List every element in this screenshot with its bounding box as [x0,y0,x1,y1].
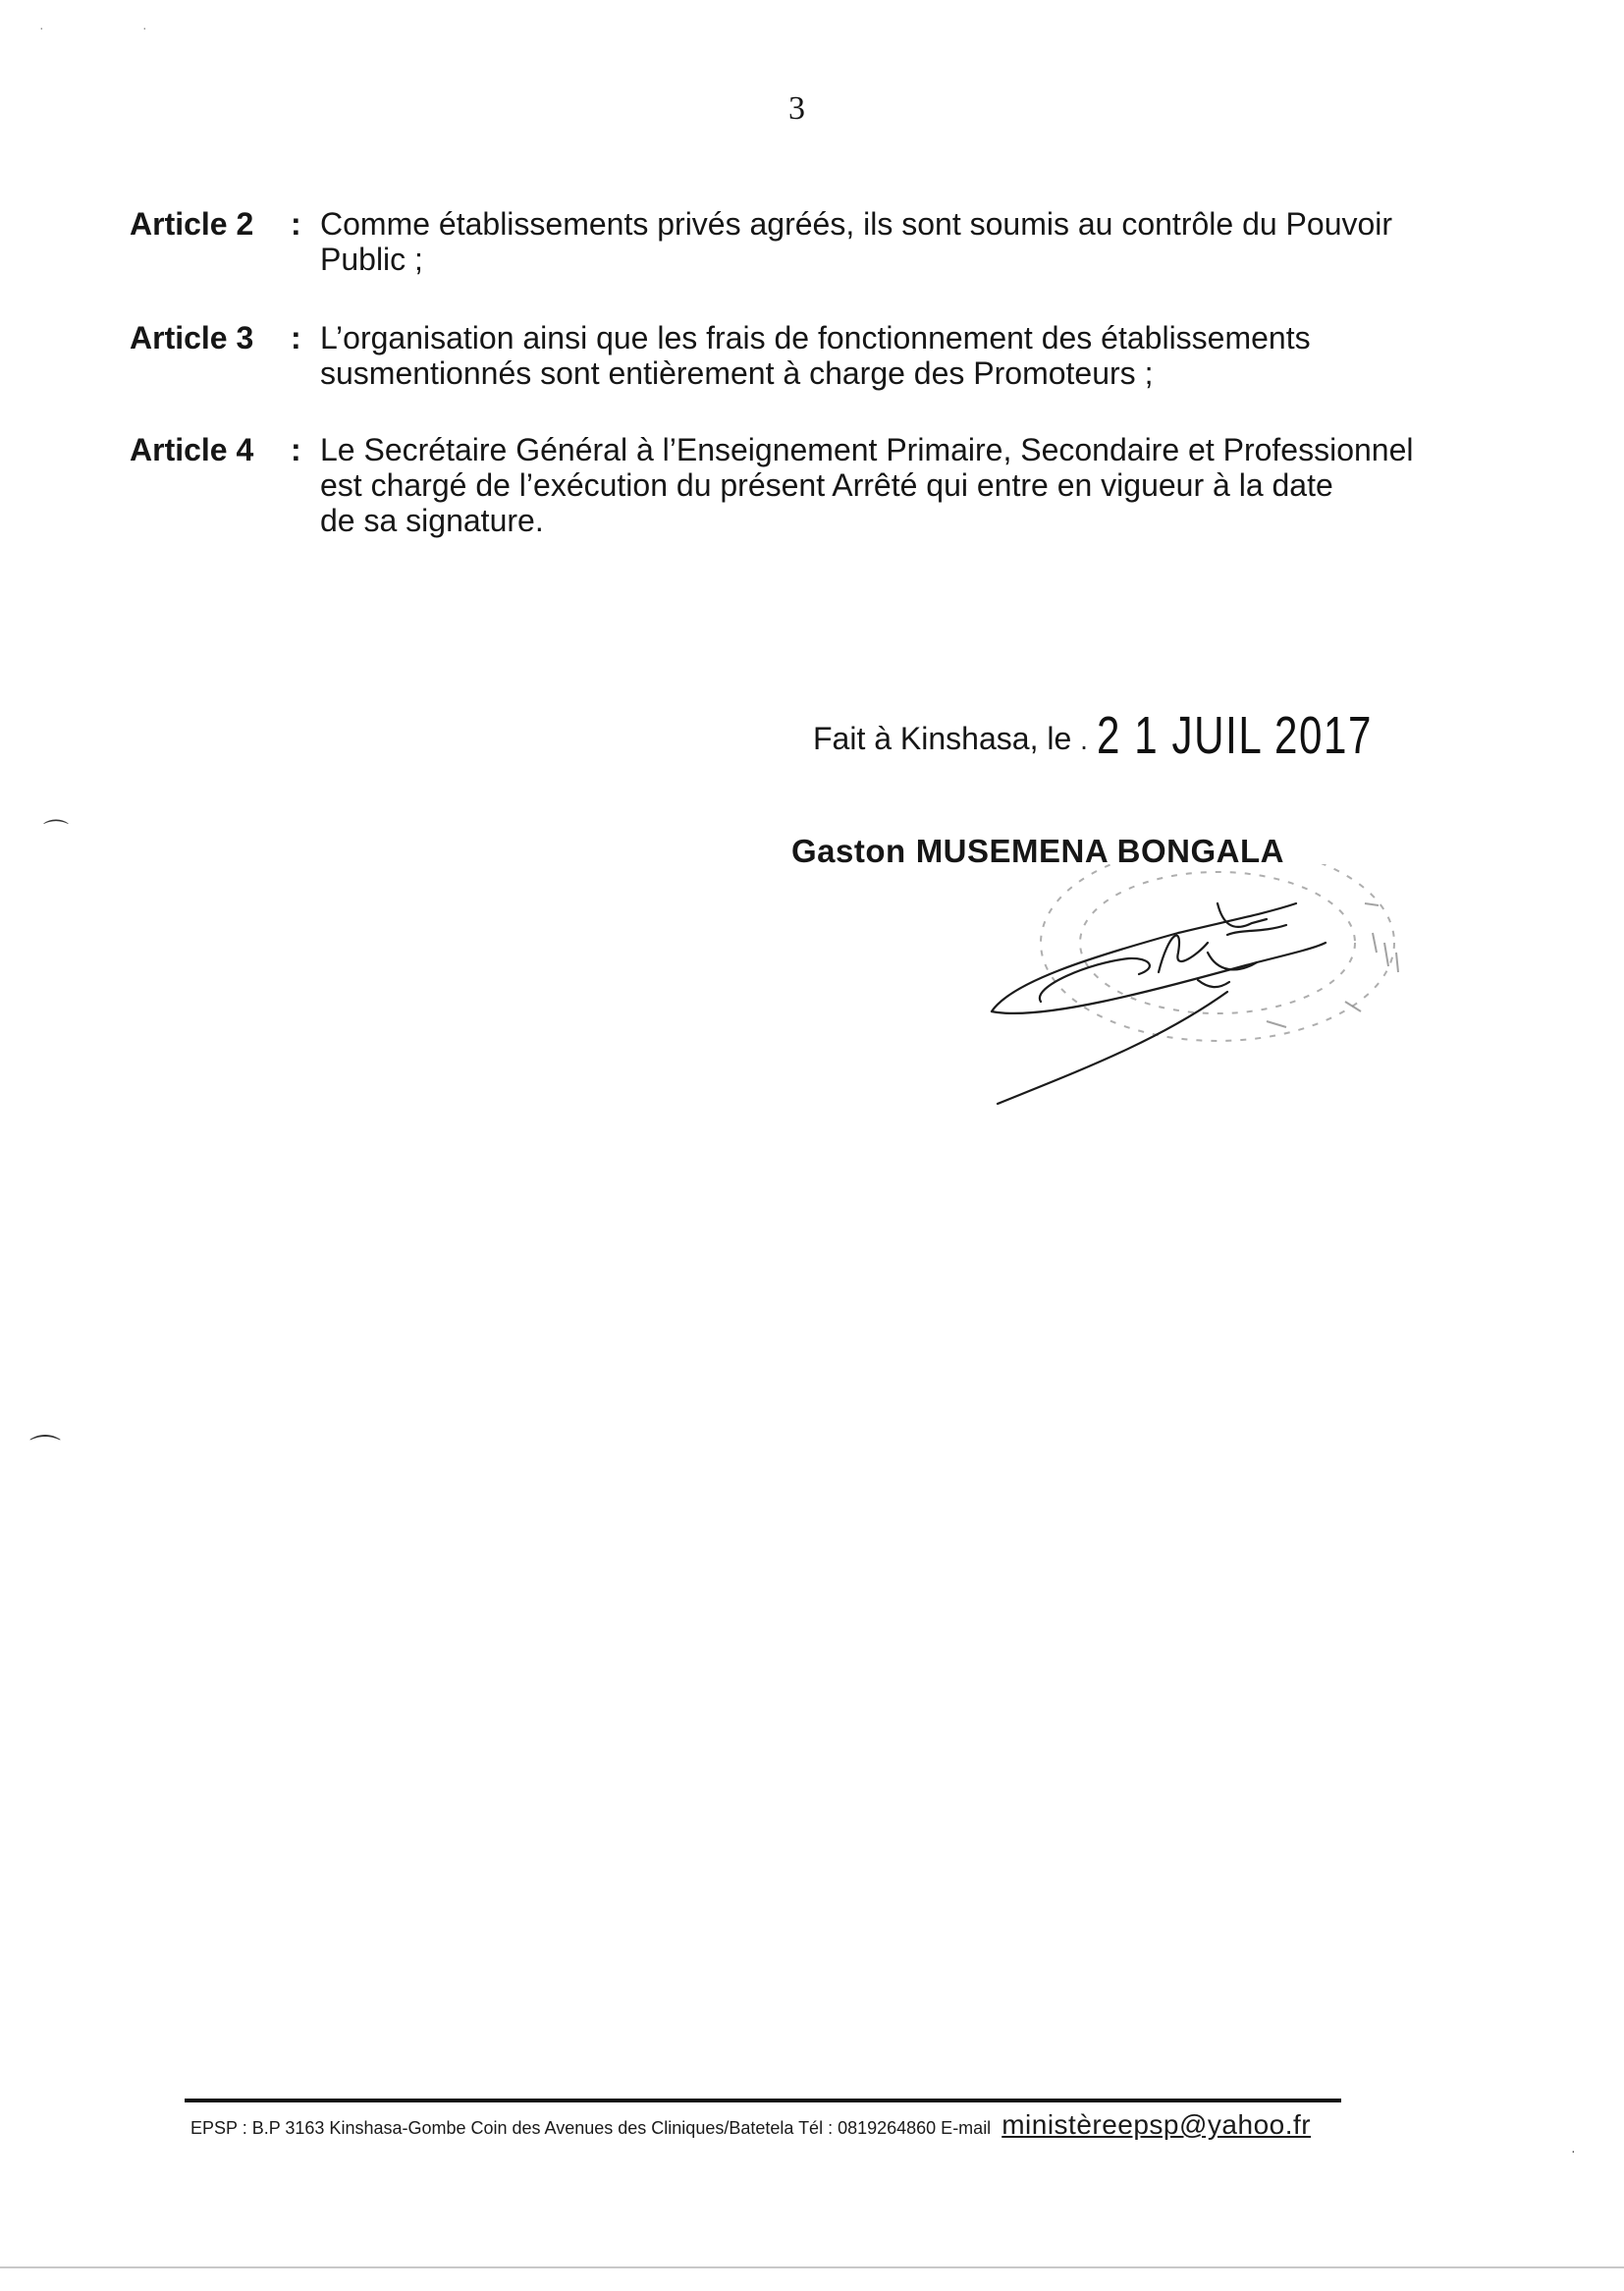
article-line: Comme établissements privés agréés, ils sont soumis au contrôle du Pouvoir [320,206,1393,242]
article-2 [130,206,1465,277]
article-label: Article 4 [130,432,254,467]
handwritten-signature [972,864,1443,1119]
scan-mark-left: ⌒ [43,818,70,847]
page-number: 3 [788,90,805,127]
article-line: Le Secrétaire Général à l’Enseignement Primaire, Secondaire et Professionnel [320,432,1414,467]
date-dotted-leader: . [1080,725,1088,755]
article-colon: : [291,320,301,355]
scan-mark-left: ⌒ [29,1433,62,1468]
article-line: est chargé de l’exécution du présent Arrêté qui entre en vigueur à la date [320,467,1333,503]
scan-speck: · [39,20,44,35]
scan-speck: · [1571,2143,1576,2158]
scan-speck: · [142,20,147,35]
signature-icon [972,864,1443,1119]
footer-address-text: EPSP : B.P 3163 Kinshasa-Gombe Coin des Avenues des Cliniques/Batetela Tél : 0819264860 E-mail [190,2118,992,2138]
article-line: Public ; [320,242,423,277]
date-stamp: 2 1 JUIL 2017 [1096,706,1373,765]
article-line: L’organisation ainsi que les frais de fonctionnement des établissements [320,320,1311,355]
article-colon: : [291,206,301,242]
article-label: Article 2 [130,206,254,242]
article-4 [130,432,1465,538]
footer-rule [185,2099,1341,2102]
article-3 [130,320,1465,391]
article-line: de sa signature. [320,503,544,538]
signatory-first-name: Gaston [791,833,906,869]
article-body [320,206,1449,277]
article-label: Article 3 [130,320,254,355]
article-body [320,432,1449,538]
article-line: susmentionnés sont entièrement à charge des Promoteurs ; [320,355,1154,391]
footer-email: ministèreepsp@yahoo.fr [1001,2109,1312,2140]
article-body [320,320,1449,391]
signatory-last-name: MUSEMENA BONGALA [915,833,1284,869]
scan-edge-line [0,2266,1624,2268]
article-colon: : [291,432,301,467]
place-text: Fait à Kinshasa, le [813,721,1072,756]
footer-address [190,2109,1311,2141]
place-and-date [813,705,1450,766]
